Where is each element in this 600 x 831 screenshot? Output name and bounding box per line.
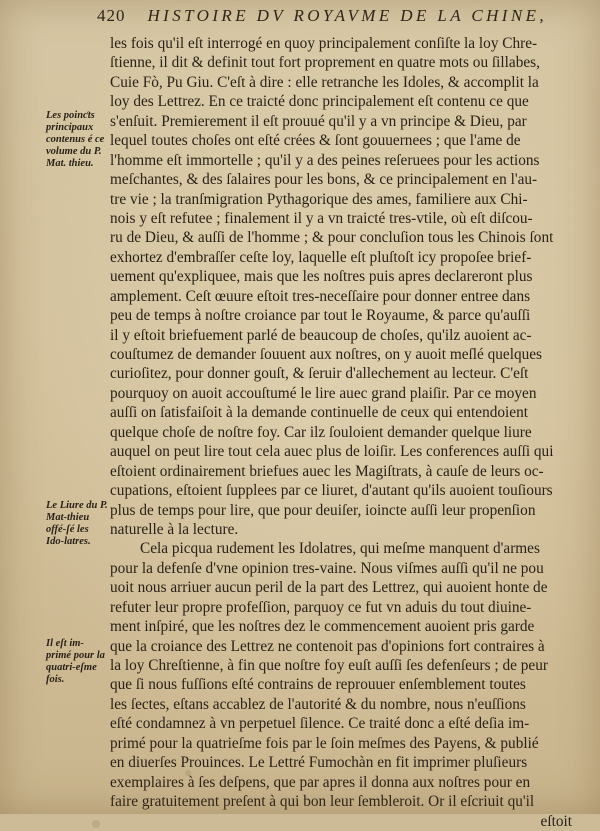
text-line: curioſitez, pour donner gouſt, & ſeruir d'allechement au lecteur. C'eſt [110,365,529,383]
text-line: uement qu'expliquee, mais que les noſtres puis apres declareront plus [110,268,533,286]
text-line: cupations, eſtoient ſupplees par ce liuret, d'autant qu'ils auoient touſiours [110,482,553,500]
text-line: eſtoient ordinairement briefues auec les Magiſtrats, à cauſe de leurs oc- [110,462,544,480]
text-line: meſchantes, & des ſalaires pour les bons, & ce principalement en l'au- [110,171,538,189]
text-line: nois y eſt refutee ; finalement il y a vn traicté tres-vtile, où eſt diſcou- [110,209,533,227]
ink-stain [92,820,100,828]
text-line: auquel on peut lire tout cela auec plus de loiſir. Les conferences auſſi qui [110,443,554,461]
text-line: en diuerſes Prouinces. Le Lettré Fumochàn en fit imprimer pluſieurs [110,754,528,772]
text-line: faire gratuitement preſent à qui bon leur ſembleroit. Or il eſcriuit qu'il [110,793,535,811]
margin-note-points: Les poinƈts principaux contenus é ce volume du P. Mat. thieu. [46,110,105,169]
page-header [97,6,567,32]
text-line: pour la defenſe d'vne opinion tres-vaine. Nous viſmes auſſi qu'il ne pou [110,559,544,577]
text-line: l'homme eſt immortelle ; qu'il y a des peines reſeruees pour les actions [110,151,540,169]
text-line: exhortez d'embraſſer ceſte loy, laquelle eſt pluſtoſt icy propoſee brief- [110,248,532,266]
text-line: loy des Lettrez. En ce traicté donc principalement eſt contenu ce que [110,93,529,111]
text-line: Cuie Fò, Pu Giu. C'eſt à dire : elle retranche les Idoles, & accomplit la [110,73,539,91]
text-line: il y eſtoit briefuement parlé de beaucoup de choſes, qu'ilz auoient ac- [110,326,532,344]
margin-note-printed: Il eſt im-primé pour la quatri-eſme fois. [46,638,105,685]
text-line: s'enſuit. Premierement il eſt prouué qu'il y a vn principe & Dieu, par [110,112,527,130]
text-line: refuter leur propre profeſſion, parquoy ce fut vn aduis du tout diuine- [110,598,532,616]
text-line: plus de temps pour lire, que pour deuiſer, ioincte auſſi leur propenſion [110,501,536,519]
text-line: Cela picqua rudement les Idolatres, qui meſme manquent d'armes [140,540,540,558]
text-line: quelque choſe de noſtre foy. Car ilz ſouloient demander quelque liure [110,423,532,441]
text-line: primé pour la quatrieſme fois par le ſoin meſmes des Payens, & publié [110,734,539,752]
text-line: eſté condamnez à vn perpetuel ſilence. Ce traité donc a eſté deſia im- [110,715,530,733]
text-line: exemplaires à ſes deſpens, que par apres il donna aux noſtres pour en [110,773,531,791]
text-line: couſtumez de demander ſouuent aux noſtres, on y auoit meſlé quelques [110,346,543,363]
running-title: HISTOIRE DV ROYAVME DE LA CHINE, [147,6,548,25]
text-line: ment inſpiré, que les noſtres dez le commencement auoient pris garde [110,618,535,636]
catchword: eſtoit [540,812,572,830]
text-line: que la croiance des Lettrez ne contenoit pas d'opinions fort contraires à [110,637,545,655]
text-line: la loy Chreſtienne, à fin que noſtre foy euſt auſſi ſes defenſeurs ; de peur [110,657,548,674]
text-line: pourquoy on auoit accouſtumé le lire auec grand plaiſir. Par ce moyen [110,384,537,402]
text-line: lequel toutes choſes ont eſté crées & ſont gouuernees ; que l'ame de [110,132,521,150]
text-line: amplement. Ceſt œuure eſtoit tres-neceſſaire pour donner entree dans [110,287,531,305]
text-line: ru de Dieu, & auſſi de l'homme ; & pour concluſion tous les Chinois ſont [110,229,554,247]
text-line: les ſectes, eſtans accablez de l'autorité & du nombre, nous n'euſſions [110,695,526,713]
page-number: 420 [97,6,126,25]
body-text [110,34,572,831]
text-line: naturelle à la lecture. [110,520,239,538]
text-line: uoit nous arriuer aucun peril de la part des Lettrez, qui auoient honte de [110,579,548,597]
text-line: les fois qu'il eſt interrogé en quoy principalement conſiſte la loy Chre- [110,35,538,52]
text-line: tre vie ; la tranſmigration Pythagorique des ames, familiere aux Chi- [110,190,528,208]
margin-note-book: Le Liure du P. Mat-thieu offé-ſé les Ido-latres. [46,500,108,547]
text-line: peu de temps à noſtre croiance par tout le Royaume, & parce qu'auſſi [110,307,531,325]
text-line: auſſi on ſatisfaiſoit à la demande continuelle de ceux qui entendoient [110,404,528,422]
text-line: que ſi nous fuſſions eſté contrains de reprouuer enſemblement toutes [110,676,526,694]
text-line: ſtienne, il dit & definit tout fort proprement en quatre mots ou ſillabes, [110,54,540,72]
